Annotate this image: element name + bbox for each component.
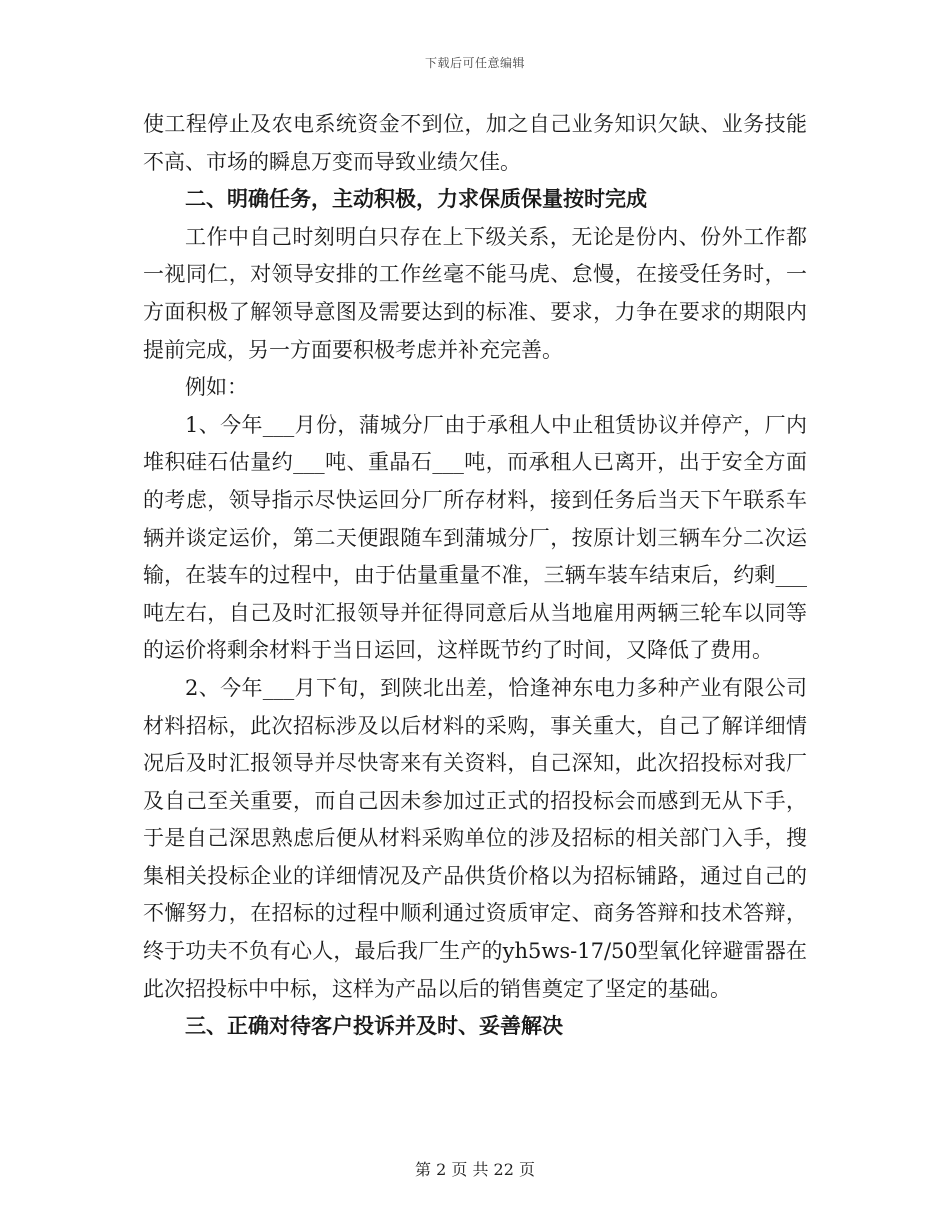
section-heading: 二、明确任务，主动积极，力求保质保量按时完成 <box>185 187 647 212</box>
paragraph: 2、今年___月下旬，到陕北出差，恰逢神东电力多种产业有限公司材料招标，此次招标涉及以后材料的采购，事关重大，自己了解详细情况后及时汇报领导并尽快寄来有关资料，自己深知，此次招投标对我厂及自己至关重要，而自己因未参加过正式的招投标会而感到无从下手，于是自己深思熟虑后便从材料采购单位的涉及招标的相关部门入手，搜集相关投标企业的详细情况及产品供货价格以为招标铺路，通过自己的不懈努力，在招标的过程中顺利通过资质审定、商务答辩和技术答辩，终于功夫不负有心人，最后我厂生产的yh5ws-17/50型氧化锌避雷器在此次招投标中中标，这样为产品以后的销售奠定了坚定的基础。 <box>143 675 807 1001</box>
page-number: 第 2 页 共 22 页 <box>415 1160 535 1179</box>
paragraph: 1、今年___月份，蒲城分厂由于承租人中止租赁协议并停产，厂内堆积硅石估量约___吨、重晶石___吨，而承租人已离开，出于安全方面的考虑，领导指示尽快运回分厂所存材料，接到任务后当天下午联系车辆并谈定运价，第二天便跟随车到蒲城分厂，按原计划三辆车分二次运输，在装车的过程中，由于估量重量不准，三辆车装车结束后，约剩___吨左右，自己及时汇报领导并征得同意后从当地雇用两辆三轮车以同等的运价将剩余材料于当日运回，这样既节约了时间，又降低了费用。 <box>143 412 807 663</box>
page-header: 下载后可任意编辑 <box>424 56 525 70</box>
section-heading: 三、正确对待客户投诉并及时、妥善解决 <box>185 1014 563 1039</box>
paragraph: 使工程停止及农电系统资金不到位，加之自己业务知识欠缺、业务技能不高、市场的瞬息万变而导致业绩欠佳。 <box>143 112 807 174</box>
paragraph: 例如： <box>185 375 248 400</box>
paragraph: 工作中自己时刻明白只存在上下级关系，无论是份内、份外工作都一视同仁，对领导安排的工作丝毫不能马虎、怠慢，在接受任务时，一方面积极了解领导意图及需要达到的标准、要求，力争在要求的期限内提前完成，另一方面要积极考虑并补充完善。 <box>143 224 807 362</box>
document-body <box>143 106 807 1046</box>
